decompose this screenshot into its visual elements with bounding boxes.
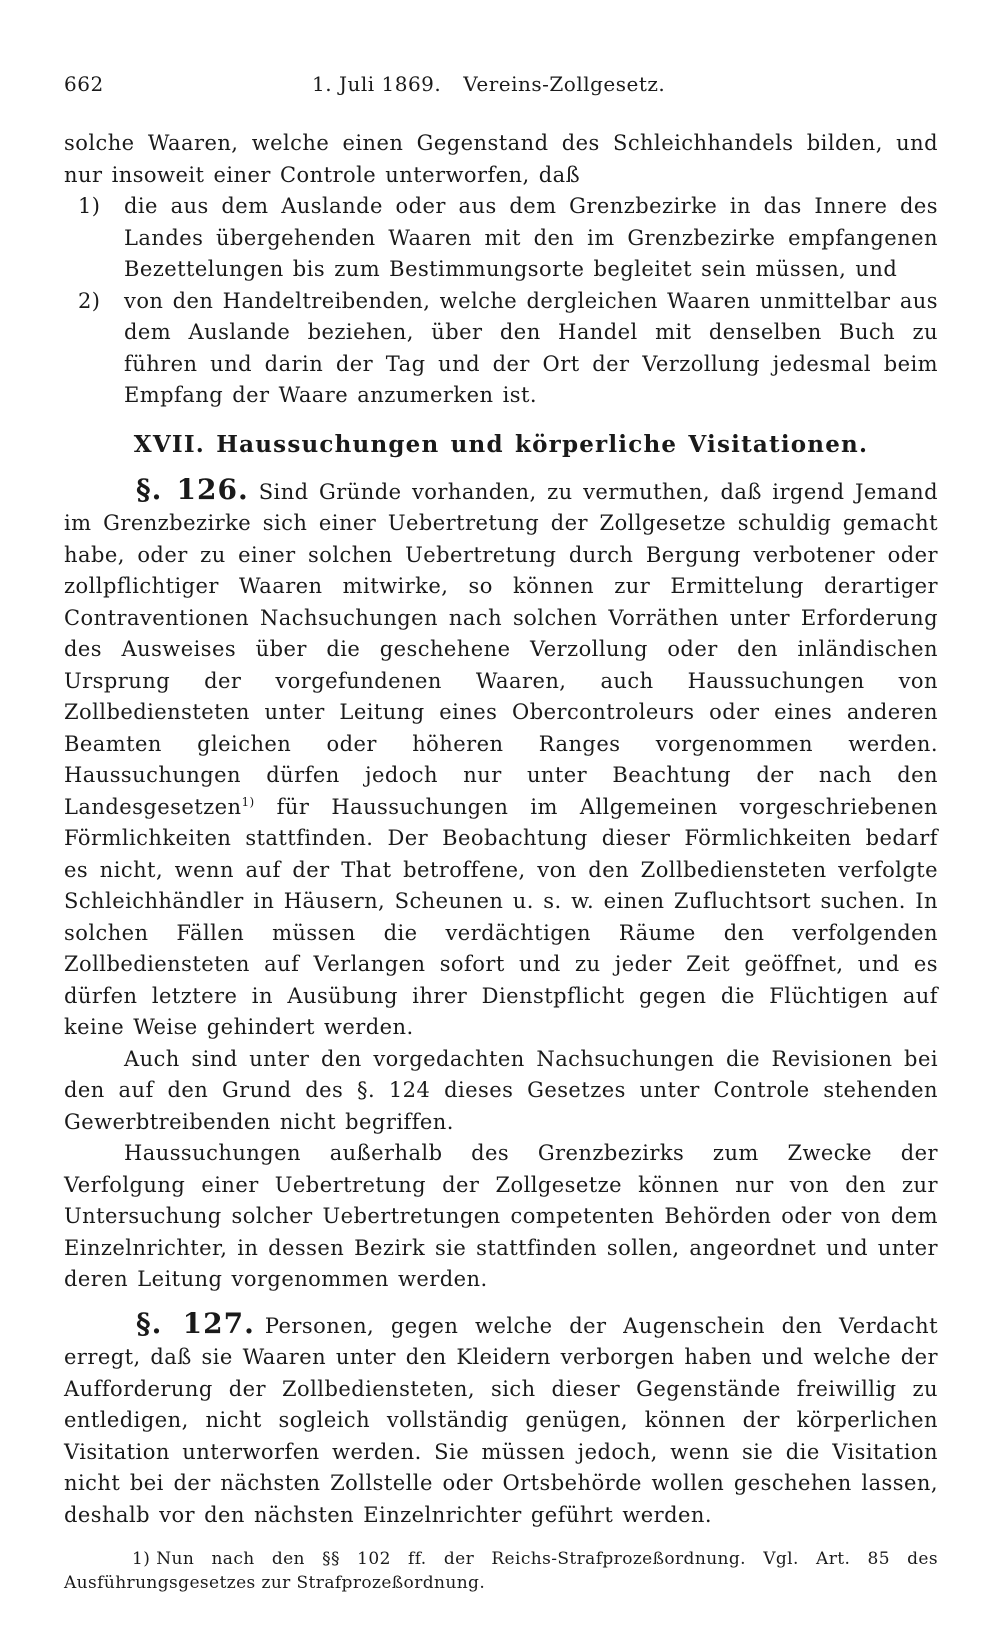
footnote-text: Nun nach den §§ 102 ff. der Reichs-Strafprozeßordnung. Vgl. Art. 85 des Ausführungsgesetzes zur Strafprozeßordnung. (64, 1549, 938, 1593)
header-date: 1. Juli 1869. (312, 72, 442, 96)
header-title: Vereins-Zollgesetz. (463, 72, 666, 96)
section-label-126: §. 126. (136, 472, 249, 506)
enumerated-item-2 (64, 286, 938, 412)
running-header (64, 72, 938, 106)
paragraph-126-third: Haussuchungen außerhalb des Grenzbezirks zum Zwecke der Verfolgung einer Uebertretung der Zollgesetze können nur von den zur Untersuchung solcher Uebertretungen competenten Behörden oder von dem Einzelnrichter, in dessen Bezirk sie stattfinden sollen, angeordnet und unter deren Leitung vorgenommen werden. (64, 1141, 938, 1291)
footnote-mark: 1) (132, 1549, 151, 1569)
enumerated-item-1 (64, 191, 938, 286)
page-number: 662 (64, 72, 104, 96)
paragraph-127 (64, 1308, 938, 1532)
paragraph-126-text-b: für Haussuchungen im Allgemeinen vorgeschriebenen Förmlichkeiten stattfinden. Der Beobachtung dieser Förmlichkeiten bedarf es nicht, wenn auf der That betroffene, von den Zollbediensteten verfolgte Schleichhändler in Häusern, Scheunen u. s. w. einen Zufluchtsort suchen. In solchen Fällen müssen die verdächtigen Räume den verfolgenden Zollbediensteten auf Verlangen sofort und zu jeder Zeit geöffnet, und es dürfen letztere in Ausübung ihrer Dienstpflicht gegen die Flüchtigen auf keine Weise gehindert werden. (64, 794, 938, 1039)
footnote (64, 1547, 938, 1595)
item-number: 1) (78, 194, 101, 218)
intro-paragraph: solche Waaren, welche einen Gegenstand des Schleichhandels bilden, und nur insoweit einer Controle unterworfen, daß (64, 131, 938, 187)
paragraph-126-text-a: Sind Gründe vorhanden, zu vermuthen, daß irgend Jemand im Grenzbezirke sich einer Uebertretung der Zollgesetze schuldig gemacht habe, oder zu einer solchen Uebertretung durch Bergung verbotener oder zollpflichtiger Waaren mitwirke, so können zur Ermittelung derartiger Contraventionen Nachsuchungen nach solchen Vorräthen unter Erforderung des Ausweises über die geschehene Verzollung oder den inländischen Ursprung der vorgefundenen Waaren, auch Haussuchungen von Zollbediensteten unter Leitung eines Obercontroleurs oder eines anderen Beamten gleichen oder höheren Ranges vorgenommen werden. Haussuchungen dürfen jedoch nur unter Beachtung der nach den Landesgesetzen (64, 479, 939, 819)
spacer (64, 1296, 938, 1308)
paragraph-126 (64, 474, 938, 1044)
item-text: von den Handeltreibenden, welche dergleichen Waaren unmittelbar aus dem Auslande beziehen, über den Handel mit denselben Buch zu führen und darin der Tag und der Ort der Verzollung jedesmal beim Empfang der Waare anzumerken ist. (124, 288, 938, 407)
item-text: die aus dem Auslande oder aus dem Grenzbezirke in das Innere des Landes übergehenden Waaren mit den im Grenzbezirke empfangenen Bezettelungen bis zum Bestimmungsorte begleitet sein müssen, und (124, 194, 938, 281)
section-heading: XVII. Haussuchungen und körperliche Visitationen. (133, 430, 869, 458)
paragraph-126-second: Auch sind unter den vorgedachten Nachsuchungen die Revisionen bei den auf den Grund des §. 124 dieses Gesetzes unter Controle stehenden Gewerbtreibenden nicht begriffen. (64, 1046, 938, 1134)
footnote-reference: 1) (241, 794, 255, 809)
item-number: 2) (78, 288, 101, 313)
running-title (312, 72, 665, 96)
paragraph-127-text: Personen, gegen welche der Augenschein den Verdacht erregt, daß sie Waaren unter den Kleidern verborgen haben und welche der Aufforderung der Zollbediensteten, sich dieser Gegenstände freiwillig zu entledigen, nicht sogleich vollständig genügen, können der körperlichen Visitation unterworfen werden. Sie müssen jedoch, wenn sie die Visitation nicht bei der nächsten Zollstelle oder Ortsbehörde wollen geschehen lassen, deshalb vor den nächsten Einzelnrichter geführt werden. (64, 1313, 938, 1527)
document-page (64, 72, 938, 1595)
section-label-127: §. 127. (136, 1306, 255, 1340)
body-text (64, 128, 938, 1531)
